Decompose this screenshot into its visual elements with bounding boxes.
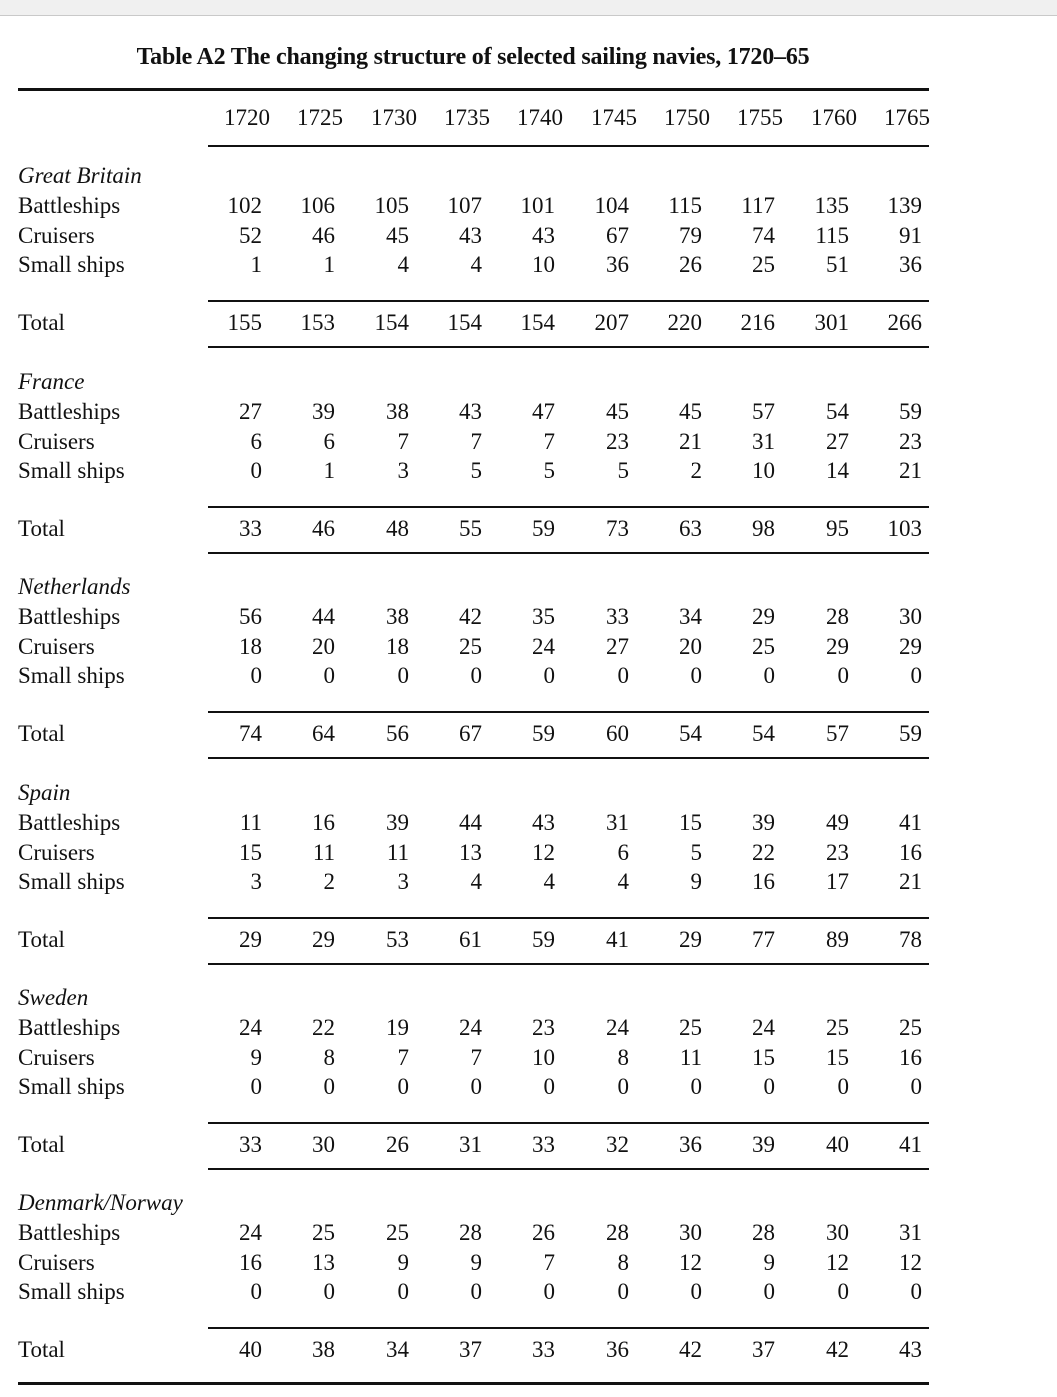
data-cell: 14 xyxy=(826,458,849,483)
row-label: Small ships xyxy=(18,1279,125,1304)
data-cell: 7 xyxy=(543,428,555,454)
total-cell: 154 xyxy=(447,310,482,335)
data-cell: 24 xyxy=(239,1220,262,1245)
data-cell: 0 xyxy=(543,663,555,688)
data-cell: 22 xyxy=(312,1015,335,1040)
data-cell: 57 xyxy=(752,399,775,424)
data-cell: 4 xyxy=(470,869,482,894)
total-cell: 37 xyxy=(752,1337,775,1362)
country-name: Denmark/Norway xyxy=(18,1190,183,1215)
data-cell: 0 xyxy=(323,1074,335,1099)
data-cell: 30 xyxy=(826,1220,849,1245)
total-cell: 55 xyxy=(459,516,482,541)
total-cell: 46 xyxy=(312,516,335,541)
data-cell: 4 xyxy=(397,252,409,277)
total-cell: 48 xyxy=(386,516,409,541)
data-cell: 24 xyxy=(752,1015,775,1040)
data-cell: 22 xyxy=(752,839,775,865)
data-cell: 0 xyxy=(837,1279,849,1304)
data-cell: 102 xyxy=(227,193,262,218)
data-cell: 67 xyxy=(606,222,629,248)
data-cell: 18 xyxy=(239,633,262,659)
row-label: Battleships xyxy=(18,399,121,424)
data-cell: 21 xyxy=(679,428,702,454)
total-cell: 59 xyxy=(532,721,555,746)
data-cell: 16 xyxy=(752,869,775,894)
data-cell: 38 xyxy=(386,604,409,629)
total-cell: 33 xyxy=(239,1132,262,1157)
data-cell: 31 xyxy=(899,1220,922,1245)
data-cell: 36 xyxy=(899,252,922,277)
data-cell: 115 xyxy=(815,222,849,248)
data-cell: 15 xyxy=(752,1044,775,1070)
data-cell: 11 xyxy=(386,839,409,865)
data-cell: 0 xyxy=(250,458,262,483)
data-cell: 3 xyxy=(250,869,262,894)
data-cell: 0 xyxy=(470,1074,482,1099)
total-cell: 78 xyxy=(899,927,922,952)
data-cell: 8 xyxy=(617,1044,629,1070)
data-cell: 0 xyxy=(617,1074,629,1099)
total-cell: 36 xyxy=(606,1337,629,1362)
total-cell: 74 xyxy=(239,721,262,746)
data-cell: 0 xyxy=(763,1074,775,1099)
data-cell: 29 xyxy=(752,604,775,629)
total-cell: 34 xyxy=(386,1337,409,1362)
data-cell: 2 xyxy=(690,458,702,483)
data-cell: 107 xyxy=(447,193,482,218)
data-cell: 4 xyxy=(617,869,629,894)
data-cell: 0 xyxy=(617,663,629,688)
table-rule xyxy=(208,145,929,147)
data-cell: 12 xyxy=(899,1249,922,1275)
row-label: Small ships xyxy=(18,458,125,483)
data-cell: 101 xyxy=(520,193,555,218)
total-cell: 26 xyxy=(386,1132,409,1157)
total-cell: 59 xyxy=(532,516,555,541)
data-cell: 44 xyxy=(459,810,482,835)
data-cell: 35 xyxy=(532,604,555,629)
country-name: France xyxy=(18,369,85,394)
data-cell: 31 xyxy=(752,428,775,454)
data-cell: 0 xyxy=(543,1074,555,1099)
data-cell: 23 xyxy=(532,1015,555,1040)
data-cell: 0 xyxy=(397,1074,409,1099)
total-cell: 57 xyxy=(826,721,849,746)
total-cell: 154 xyxy=(374,310,409,335)
data-cell: 1 xyxy=(323,252,335,277)
data-cell: 0 xyxy=(910,663,922,688)
data-cell: 0 xyxy=(323,1279,335,1304)
data-cell: 12 xyxy=(679,1249,702,1275)
data-cell: 16 xyxy=(899,1044,922,1070)
data-cell: 25 xyxy=(826,1015,849,1040)
data-cell: 27 xyxy=(239,399,262,424)
total-cell: 33 xyxy=(532,1132,555,1157)
data-cell: 43 xyxy=(532,222,555,248)
data-cell: 33 xyxy=(606,604,629,629)
data-cell: 105 xyxy=(374,193,409,218)
table-rule xyxy=(208,1168,929,1170)
total-cell: 29 xyxy=(312,927,335,952)
data-cell: 13 xyxy=(312,1249,335,1275)
data-cell: 0 xyxy=(397,663,409,688)
table-rule xyxy=(18,1382,929,1385)
total-cell: 40 xyxy=(239,1337,262,1362)
data-cell: 39 xyxy=(386,810,409,835)
table-rule xyxy=(208,1327,929,1329)
total-cell: 56 xyxy=(386,721,409,746)
total-cell: 33 xyxy=(239,516,262,541)
data-cell: 1 xyxy=(323,458,335,483)
column-header-year: 1755 xyxy=(737,105,783,130)
data-cell: 7 xyxy=(543,1249,555,1275)
data-cell: 0 xyxy=(250,663,262,688)
data-cell: 28 xyxy=(752,1220,775,1245)
data-cell: 12 xyxy=(826,1249,849,1275)
data-cell: 24 xyxy=(239,1015,262,1040)
column-header-year: 1750 xyxy=(664,105,710,130)
data-cell: 0 xyxy=(690,663,702,688)
data-cell: 135 xyxy=(814,193,849,218)
data-cell: 11 xyxy=(312,839,335,865)
data-cell: 0 xyxy=(837,1074,849,1099)
data-cell: 11 xyxy=(679,1044,702,1070)
window-top-bar xyxy=(0,0,1057,16)
table-rule xyxy=(208,917,929,919)
column-header-year: 1720 xyxy=(224,105,270,130)
data-cell: 3 xyxy=(397,458,409,483)
data-cell: 6 xyxy=(617,839,629,865)
data-cell: 24 xyxy=(606,1015,629,1040)
row-label: Battleships xyxy=(18,1220,121,1245)
data-cell: 39 xyxy=(312,399,335,424)
total-cell: 98 xyxy=(752,516,775,541)
total-cell: 37 xyxy=(459,1337,482,1362)
data-cell: 29 xyxy=(899,633,922,659)
total-cell: 31 xyxy=(459,1132,482,1157)
data-cell: 39 xyxy=(752,810,775,835)
total-cell: 301 xyxy=(814,310,849,335)
data-cell: 29 xyxy=(826,633,849,659)
data-cell: 5 xyxy=(690,839,702,865)
data-cell: 43 xyxy=(459,399,482,424)
data-cell: 26 xyxy=(679,252,702,277)
data-cell: 15 xyxy=(679,810,702,835)
row-label: Small ships xyxy=(18,869,125,894)
data-cell: 0 xyxy=(690,1279,702,1304)
data-cell: 0 xyxy=(910,1074,922,1099)
data-cell: 31 xyxy=(606,810,629,835)
data-cell: 28 xyxy=(606,1220,629,1245)
data-cell: 16 xyxy=(312,810,335,835)
data-cell: 7 xyxy=(470,428,482,454)
total-cell: 89 xyxy=(826,927,849,952)
table-rule xyxy=(208,552,929,554)
data-cell: 30 xyxy=(899,604,922,629)
data-cell: 0 xyxy=(397,1279,409,1304)
row-label: Battleships xyxy=(18,604,121,629)
data-cell: 9 xyxy=(763,1249,775,1275)
data-cell: 25 xyxy=(312,1220,335,1245)
total-cell: 41 xyxy=(899,1132,922,1157)
data-cell: 0 xyxy=(763,1279,775,1304)
data-cell: 7 xyxy=(397,428,409,454)
country-name: Spain xyxy=(18,780,71,805)
total-cell: 63 xyxy=(679,516,702,541)
row-label: Cruisers xyxy=(18,428,95,454)
data-cell: 13 xyxy=(459,839,482,865)
data-cell: 115 xyxy=(668,193,702,218)
data-cell: 25 xyxy=(679,1015,702,1040)
row-label: Small ships xyxy=(18,252,125,277)
data-cell: 24 xyxy=(459,1015,482,1040)
data-cell: 1 xyxy=(250,252,262,277)
total-cell: 59 xyxy=(532,927,555,952)
data-cell: 9 xyxy=(250,1044,262,1070)
total-cell: 266 xyxy=(887,310,922,335)
data-cell: 6 xyxy=(250,428,262,454)
data-cell: 117 xyxy=(741,193,775,218)
data-cell: 27 xyxy=(606,633,629,659)
data-cell: 16 xyxy=(899,839,922,865)
data-cell: 104 xyxy=(594,193,629,218)
data-cell: 25 xyxy=(752,633,775,659)
data-cell: 10 xyxy=(752,458,775,483)
table-rule xyxy=(208,300,929,302)
total-cell: 103 xyxy=(887,516,922,541)
data-cell: 0 xyxy=(617,1279,629,1304)
data-cell: 5 xyxy=(543,458,555,483)
data-cell: 23 xyxy=(899,428,922,454)
data-cell: 8 xyxy=(617,1249,629,1275)
data-cell: 25 xyxy=(386,1220,409,1245)
total-cell: 32 xyxy=(606,1132,629,1157)
data-cell: 10 xyxy=(532,1044,555,1070)
data-cell: 45 xyxy=(386,222,409,248)
data-cell: 43 xyxy=(459,222,482,248)
data-cell: 23 xyxy=(606,428,629,454)
data-cell: 42 xyxy=(459,604,482,629)
row-label: Small ships xyxy=(18,663,125,688)
row-label: Battleships xyxy=(18,810,121,835)
total-cell: 39 xyxy=(752,1132,775,1157)
total-cell: 64 xyxy=(312,721,335,746)
data-cell: 28 xyxy=(459,1220,482,1245)
data-cell: 17 xyxy=(826,869,849,894)
data-cell: 28 xyxy=(826,604,849,629)
row-label: Small ships xyxy=(18,1074,125,1099)
total-cell: 29 xyxy=(679,927,702,952)
data-cell: 5 xyxy=(617,458,629,483)
data-cell: 0 xyxy=(323,663,335,688)
data-cell: 139 xyxy=(887,193,922,218)
total-cell: 53 xyxy=(386,927,409,952)
data-cell: 2 xyxy=(323,869,335,894)
row-label: Cruisers xyxy=(18,1044,95,1070)
row-label: Cruisers xyxy=(18,222,95,248)
total-cell: 43 xyxy=(899,1337,922,1362)
data-cell: 11 xyxy=(239,810,262,835)
data-cell: 16 xyxy=(239,1249,262,1275)
data-cell: 6 xyxy=(323,428,335,454)
data-cell: 56 xyxy=(239,604,262,629)
data-cell: 74 xyxy=(752,222,775,248)
total-label: Total xyxy=(18,1337,65,1362)
data-cell: 9 xyxy=(470,1249,482,1275)
column-header-year: 1730 xyxy=(371,105,417,130)
total-cell: 61 xyxy=(459,927,482,952)
table-rule xyxy=(208,346,929,348)
data-cell: 25 xyxy=(459,633,482,659)
total-label: Total xyxy=(18,516,65,541)
data-cell: 25 xyxy=(752,252,775,277)
total-cell: 207 xyxy=(594,310,629,335)
data-cell: 20 xyxy=(312,633,335,659)
row-label: Cruisers xyxy=(18,633,95,659)
total-cell: 40 xyxy=(826,1132,849,1157)
data-cell: 19 xyxy=(386,1015,409,1040)
data-cell: 52 xyxy=(239,222,262,248)
data-cell: 20 xyxy=(679,633,702,659)
total-label: Total xyxy=(18,927,65,952)
country-name: Great Britain xyxy=(18,163,142,188)
total-cell: 38 xyxy=(312,1337,335,1362)
country-name: Sweden xyxy=(18,985,89,1010)
table-rule xyxy=(208,757,929,759)
data-cell: 7 xyxy=(397,1044,409,1070)
total-label: Total xyxy=(18,721,65,746)
total-label: Total xyxy=(18,1132,65,1157)
data-cell: 51 xyxy=(826,252,849,277)
column-header-year: 1765 xyxy=(884,105,930,130)
total-cell: 29 xyxy=(239,927,262,952)
row-label: Cruisers xyxy=(18,1249,95,1275)
data-cell: 0 xyxy=(250,1074,262,1099)
total-cell: 155 xyxy=(227,310,262,335)
column-header-year: 1740 xyxy=(517,105,563,130)
total-cell: 59 xyxy=(899,721,922,746)
data-cell: 59 xyxy=(899,399,922,424)
data-cell: 45 xyxy=(679,399,702,424)
data-cell: 38 xyxy=(386,399,409,424)
total-cell: 95 xyxy=(826,516,849,541)
data-cell: 36 xyxy=(606,252,629,277)
data-cell: 15 xyxy=(239,839,262,865)
data-cell: 47 xyxy=(532,399,555,424)
table-title: Table A2 The changing structure of selected sailing navies, 1720–65 xyxy=(136,44,810,70)
data-cell: 0 xyxy=(470,663,482,688)
data-cell: 8 xyxy=(323,1044,335,1070)
table-rule xyxy=(208,963,929,965)
column-header-year: 1725 xyxy=(297,105,343,130)
column-header-year: 1735 xyxy=(444,105,490,130)
total-label: Total xyxy=(18,310,65,335)
table-rule xyxy=(208,1122,929,1124)
data-cell: 0 xyxy=(690,1074,702,1099)
total-cell: 73 xyxy=(606,516,629,541)
data-cell: 25 xyxy=(899,1015,922,1040)
data-cell: 79 xyxy=(679,222,702,248)
data-cell: 106 xyxy=(300,193,335,218)
data-cell: 24 xyxy=(532,633,555,659)
row-label: Battleships xyxy=(18,193,121,218)
data-cell: 46 xyxy=(312,222,335,248)
row-label: Battleships xyxy=(18,1015,121,1040)
total-cell: 60 xyxy=(606,721,629,746)
data-cell: 43 xyxy=(532,810,555,835)
data-cell: 0 xyxy=(470,1279,482,1304)
total-cell: 42 xyxy=(826,1337,849,1362)
total-cell: 54 xyxy=(679,721,702,746)
total-cell: 154 xyxy=(520,310,555,335)
total-cell: 77 xyxy=(752,927,775,952)
total-cell: 42 xyxy=(679,1337,702,1362)
data-cell: 49 xyxy=(826,810,849,835)
data-cell: 18 xyxy=(386,633,409,659)
data-cell: 23 xyxy=(826,839,849,865)
data-cell: 10 xyxy=(532,252,555,277)
table-rule xyxy=(208,506,929,508)
data-cell: 54 xyxy=(826,399,849,424)
total-cell: 30 xyxy=(312,1132,335,1157)
data-cell: 30 xyxy=(679,1220,702,1245)
data-cell: 34 xyxy=(679,604,702,629)
data-cell: 15 xyxy=(826,1044,849,1070)
data-cell: 12 xyxy=(532,839,555,865)
data-cell: 4 xyxy=(543,869,555,894)
data-cell: 0 xyxy=(543,1279,555,1304)
data-cell: 3 xyxy=(397,869,409,894)
data-cell: 91 xyxy=(899,222,922,248)
column-header-year: 1760 xyxy=(811,105,857,130)
data-cell: 27 xyxy=(826,428,849,454)
data-cell: 0 xyxy=(763,663,775,688)
table-rule xyxy=(208,711,929,713)
column-header-year: 1745 xyxy=(591,105,637,130)
total-cell: 54 xyxy=(752,721,775,746)
row-label: Cruisers xyxy=(18,839,95,865)
data-cell: 26 xyxy=(532,1220,555,1245)
data-cell: 5 xyxy=(470,458,482,483)
data-cell: 0 xyxy=(837,663,849,688)
data-cell: 9 xyxy=(397,1249,409,1275)
data-cell: 0 xyxy=(910,1279,922,1304)
data-cell: 45 xyxy=(606,399,629,424)
country-name: Netherlands xyxy=(18,574,131,599)
total-cell: 33 xyxy=(532,1337,555,1362)
total-cell: 36 xyxy=(679,1132,702,1157)
data-cell: 21 xyxy=(899,458,922,483)
data-cell: 4 xyxy=(470,252,482,277)
total-cell: 153 xyxy=(300,310,335,335)
data-cell: 44 xyxy=(312,604,335,629)
data-cell: 9 xyxy=(690,869,702,894)
data-cell: 0 xyxy=(250,1279,262,1304)
data-cell: 7 xyxy=(470,1044,482,1070)
total-cell: 41 xyxy=(606,927,629,952)
data-cell: 41 xyxy=(899,810,922,835)
total-cell: 216 xyxy=(740,310,775,335)
data-cell: 21 xyxy=(899,869,922,894)
total-cell: 220 xyxy=(667,310,702,335)
table-rule xyxy=(18,88,929,91)
total-cell: 67 xyxy=(459,721,482,746)
